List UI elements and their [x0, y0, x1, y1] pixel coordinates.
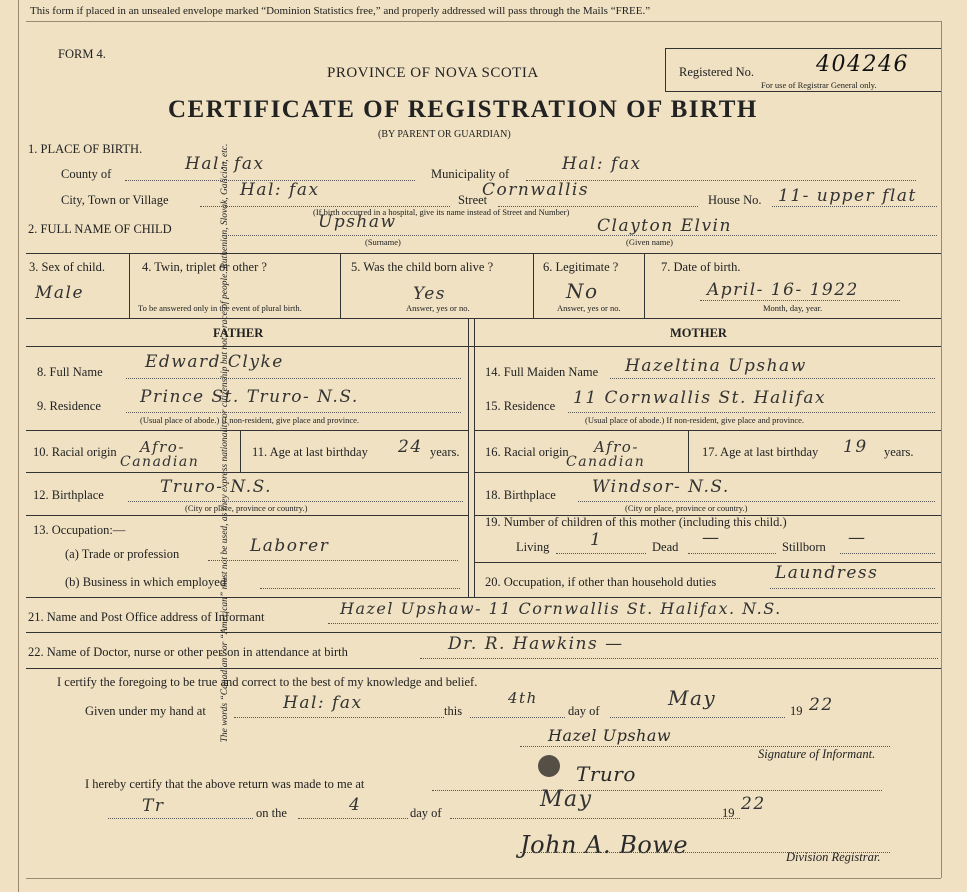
margin-rule [18, 0, 19, 892]
father-racial-line1: Afro- [140, 438, 185, 456]
mother-occupation-line [770, 588, 935, 589]
dob-label: 7. Date of birth. [661, 260, 741, 274]
living-line [556, 553, 646, 554]
return-day-line [298, 818, 408, 819]
legit-note: Answer, yes or no. [557, 303, 621, 313]
mother-occupation-label: 20. Occupation, if other than household duties [485, 575, 717, 589]
father-trade-value: Laborer [250, 536, 330, 556]
father-age-divider [240, 430, 241, 472]
stillborn-label: Stillborn [782, 540, 826, 554]
father-residence-label: 9. Residence [37, 399, 101, 413]
sex-label: 3. Sex of child. [29, 260, 106, 274]
alive-value: Yes [413, 284, 447, 304]
mother-age-label: 17. Age at last birthday [702, 445, 819, 459]
mother-birthplace-label: 18. Birthplace [485, 488, 556, 502]
father-residence-line [126, 412, 461, 413]
page-right-rule [941, 21, 942, 878]
legit-value: No [566, 279, 599, 303]
row-divider-top [26, 253, 941, 254]
given-name-caption: (Given name) [626, 237, 673, 247]
informant-label: 21. Name and Post Office address of Informant [28, 610, 265, 624]
certificate-subtitle: (BY PARENT OR GUARDIAN) [378, 129, 511, 140]
return-place-value: Truro [576, 762, 636, 786]
row-divider-bottom [26, 318, 941, 319]
given-this-label: this [444, 704, 463, 718]
city-value: Hal: fax [240, 180, 320, 200]
father-divider-racial-bottom [26, 472, 468, 473]
mother-racial-label: 16. Racial origin [485, 445, 569, 459]
given-month-value: May [668, 686, 717, 710]
given-day-of-label: day of [568, 704, 600, 718]
mother-age-divider [688, 430, 689, 472]
given-year-value: 22 [809, 695, 834, 715]
alive-label: 5. Was the child born alive ? [351, 260, 494, 274]
return-month-line [450, 818, 740, 819]
informant-value: Hazel Upshaw- 11 Cornwallis St. Halifax. N.S. [340, 599, 782, 618]
dob-line [700, 300, 900, 301]
informant-signature: Hazel Upshaw [548, 726, 672, 745]
mother-divider-racial-top [474, 430, 941, 431]
father-birthplace-value: Truro- N.S. [160, 477, 273, 497]
mother-residence-line [568, 412, 935, 413]
street-label: Street [458, 193, 488, 207]
certificate-title: CERTIFICATE OF REGISTRATION OF BIRTH [168, 96, 758, 123]
municipality-label: Municipality of [431, 167, 510, 181]
father-name-line [126, 378, 461, 379]
mother-age-unit: years. [884, 445, 914, 459]
mother-birthplace-value: Windsor- N.S. [592, 477, 730, 497]
divider-alive [533, 253, 534, 318]
hospital-note: (If birth occurred in a hospital, give its name instead of Street and Number) [313, 207, 570, 217]
mother-racial-line2: Canadian [566, 454, 646, 470]
return-day-of-label: day of [410, 806, 442, 820]
given-year-prefix: 19 [790, 704, 803, 718]
return-day-value: 4 [349, 795, 362, 815]
house-value: 11- upper flat [778, 186, 917, 206]
dob-value: April- 16- 1922 [707, 280, 859, 300]
dead-line [688, 553, 776, 554]
father-birthplace-line [128, 501, 463, 502]
city-label: City, Town or Village [61, 193, 169, 207]
given-place-value: Hal: fax [283, 693, 363, 713]
child-name-label: 2. FULL NAME OF CHILD [28, 222, 172, 236]
mother-birthplace-note: (City or place, province or country.) [625, 503, 748, 513]
alive-note: Answer, yes or no. [406, 303, 470, 313]
county-label: County of [61, 167, 112, 181]
province-heading: PROVINCE OF NOVA SCOTIA [327, 65, 539, 81]
father-age-unit: years. [430, 445, 460, 459]
house-label: House No. [708, 193, 762, 207]
living-label: Living [516, 540, 550, 554]
child-given-name: Clayton Elvin [597, 216, 732, 236]
mother-residence-label: 15. Residence [485, 399, 556, 413]
parents-heading-divider [26, 346, 941, 347]
municipality-value: Hal: fax [562, 154, 642, 174]
informant-divider [26, 632, 941, 633]
informant-line [328, 623, 938, 624]
side-margin-note: The words “Canadian” or “American” must not be used, as they express nationality or citizenship but not a race of people. Ruthenian, Slovak, Galician, etc. [220, 143, 230, 743]
on-the-label: on the [256, 806, 287, 820]
header-divider [26, 21, 941, 22]
registrar-signature: John A. Bowe [520, 831, 689, 859]
dead-label: Dead [652, 540, 679, 554]
house-line [772, 206, 937, 207]
mother-name-value: Hazeltina Upshaw [625, 356, 807, 376]
page-bottom-rule [26, 878, 941, 879]
father-business-label: (b) Business in which employed [65, 575, 227, 589]
mother-name-label: 14. Full Maiden Name [485, 365, 599, 379]
return-year-prefix: 19 [722, 806, 735, 820]
father-name-label: 8. Full Name [37, 365, 103, 379]
registered-label: Registered No. [679, 65, 754, 79]
legit-label: 6. Legitimate ? [543, 260, 619, 274]
given-day-value: 4th [508, 689, 538, 707]
postal-notice: This form if placed in an unsealed envelope marked “Dominion Statistics free,” and properly addressed will pass through the Mails “FREE.” [30, 5, 651, 17]
given-day-line [470, 717, 565, 718]
father-name-value: Edward Clyke [145, 352, 284, 372]
return-month-value: May [540, 787, 593, 812]
certify-statement: I certify the foregoing to be true and correct to the best of my knowledge and belief. [57, 675, 478, 689]
parents-column-divider [468, 318, 469, 597]
divider-twin [340, 253, 341, 318]
father-divider-racial-top [26, 430, 468, 431]
street-value: Cornwallis [482, 180, 590, 200]
divider-legit [644, 253, 645, 318]
mother-racial-line1: Afro- [594, 438, 639, 456]
divider-sex [129, 253, 130, 318]
mother-name-line [610, 378, 935, 379]
parents-column-divider-2 [474, 318, 475, 597]
father-age-label: 11. Age at last birthday [252, 445, 368, 459]
parents-bottom-divider [26, 597, 941, 598]
return-year-value: 22 [741, 794, 766, 814]
given-under-label: Given under my hand at [85, 704, 206, 718]
return-place-line [432, 790, 882, 791]
mother-birthplace-line [578, 501, 935, 502]
father-residence-value: Prince St. Truro- N.S. [140, 387, 359, 407]
father-trade-label: (a) Trade or profession [65, 547, 180, 561]
child-surname: Upshaw [318, 212, 397, 232]
doctor-label: 22. Name of Doctor, nurse or other person in attendance at birth [28, 645, 348, 659]
twin-label: 4. Twin, triplet or other ? [142, 260, 267, 274]
place-of-birth-label: 1. PLACE OF BIRTH. [28, 142, 143, 156]
living-value: 1 [590, 530, 603, 550]
given-place-line [234, 717, 444, 718]
doctor-value: Dr. R. Hawkins — [448, 634, 624, 654]
dead-value: — [702, 528, 721, 548]
doctor-line [420, 658, 938, 659]
father-birthplace-label: 12. Birthplace [33, 488, 104, 502]
mother-divider-racial-bottom [474, 472, 941, 473]
stillborn-line [840, 553, 935, 554]
father-residence-note: (Usual place of abode.) If non-resident, give place and province. [140, 415, 360, 425]
form-number: FORM 4. [58, 47, 106, 61]
child-name-line [222, 235, 937, 236]
county-value: Hal: fax [185, 154, 265, 174]
twin-note: To be answered only in the event of plural birth. [138, 303, 302, 313]
stillborn-value: — [848, 528, 867, 548]
father-heading: FATHER [213, 326, 264, 340]
mother-children-label: 19. Number of children of this mother (including this child.) [485, 515, 787, 529]
father-business-line [260, 588, 460, 589]
given-month-line [610, 717, 785, 718]
mother-occupation-value: Laundress [775, 563, 879, 583]
mother-heading: MOTHER [670, 326, 727, 340]
registration-number-box [665, 48, 942, 92]
ink-blot [538, 755, 560, 777]
registered-number: 404246 [816, 52, 909, 77]
surname-caption: (Surname) [365, 237, 401, 247]
registrar-caption: Division Registrar. [786, 850, 881, 864]
mother-residence-value: 11 Cornwallis St. Halifax [573, 388, 827, 408]
father-birthplace-note: (City or place, province or country.) [185, 503, 308, 513]
father-racial-label: 10. Racial origin [33, 445, 117, 459]
informant-signature-caption: Signature of Informant. [758, 747, 876, 761]
doctor-divider [26, 668, 941, 669]
return-label: I hereby certify that the above return was made to me at [85, 777, 365, 791]
dob-note: Month, day, year. [763, 303, 823, 313]
mother-residence-note: (Usual place of abode.) If non-resident, give place and province. [585, 415, 805, 425]
return-place2-line [108, 818, 253, 819]
father-racial-line2: Canadian [120, 454, 200, 470]
father-occupation-label: 13. Occupation:— [33, 523, 126, 537]
father-trade-line [208, 560, 458, 561]
registrar-use-note: For use of Registrar General only. [761, 80, 877, 90]
mother-age-value: 19 [843, 437, 868, 457]
father-age-value: 24 [398, 437, 423, 457]
return-place-value-2: Tr [142, 796, 165, 816]
sex-value: Male [35, 283, 85, 303]
father-divider-occupation [26, 515, 468, 516]
